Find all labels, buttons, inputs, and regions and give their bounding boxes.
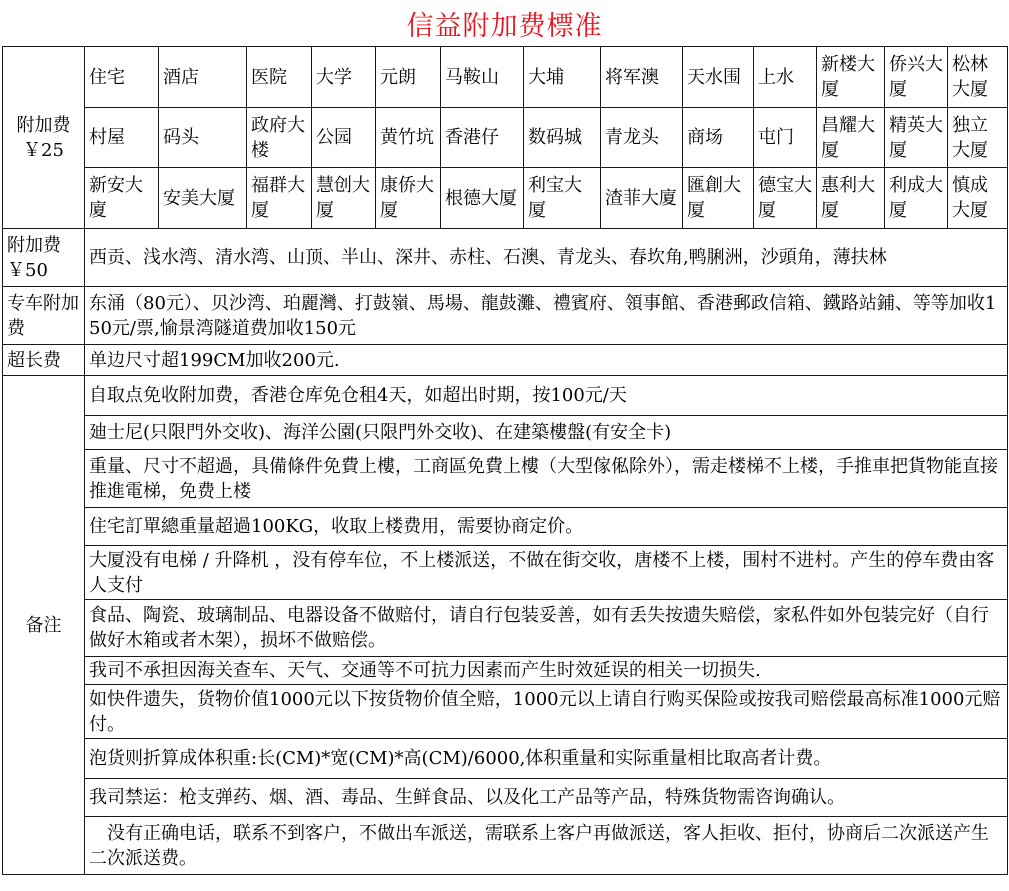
area-cell: 天水围 [683, 47, 754, 108]
area-cell: 香港仔 [441, 108, 524, 168]
area-row-2 [3, 108, 1008, 168]
remark-item: 如快件遗失，货物价值1000元以下按货物价值全赔，1000元以上请自行购买保险或按我司赔偿最高标准1000元赔付。 [85, 685, 1008, 739]
remark-row [3, 450, 1008, 508]
surcharge-25-amount: ￥25 [23, 139, 64, 161]
special-car-label: 专车附加费 [3, 287, 85, 345]
area-cell: 大埔 [524, 47, 601, 108]
special-car-text: 东涌（80元）、贝沙湾、珀麗灣、打鼓嶺、馬場、龍鼓灘、禮賓府、領事館、香港郵政信箱、鐵路站鋪、等等加收150元/票,愉景湾隧道费加收150元 [85, 287, 1008, 345]
area-row-1 [3, 47, 1008, 108]
page-title: 信益附加费標准 [406, 10, 603, 42]
area-cell: 福群大厦 [247, 168, 312, 229]
area-cell: 松林大厦 [948, 47, 1008, 108]
area-cell: 数码城 [524, 108, 601, 168]
remark-item: 大厦没有电梯 / 升降机 ，没有停车位，不上楼派送，不做在街交收，唐楼不上楼，围村不进村。产生的停车费由客人支付 [85, 546, 1008, 600]
area-cell: 康侨大厦 [376, 168, 441, 229]
area-cell: 新安大廈 [85, 168, 159, 229]
remark-item: 住宅訂單總重量超過100KG，收取上楼费用，需要协商定价。 [85, 508, 1008, 546]
oversize-row [3, 345, 1008, 376]
area-cell: 马鞍山 [441, 47, 524, 108]
remark-row [3, 546, 1008, 600]
remark-item: 我司禁运：枪支弹药、烟、酒、毒品、生鲜食品、以及化工产品等产品，特殊货物需咨询确认。 [85, 779, 1008, 817]
area-cell: 根德大厦 [441, 168, 524, 229]
area-cell: 大学 [312, 47, 376, 108]
remark-row [3, 817, 1008, 875]
surcharge-50-row [3, 229, 1008, 287]
area-cell: 医院 [247, 47, 312, 108]
area-cell: 村屋 [85, 108, 159, 168]
remark-row [3, 739, 1008, 779]
area-cell: 渣菲大廈 [601, 168, 683, 229]
remark-item: 我司不承担因海关查车、天气、交通等不可抗力因素而产生时效延误的相关一切损失. [85, 657, 1008, 685]
surcharge-50-amount: ￥50 [7, 259, 48, 281]
area-cell: 公园 [312, 108, 376, 168]
surcharge-50-areas: 西贡、浅水湾、清水湾、山顶、半山、深井、赤柱、石澳、青龙头、春坎角,鸭脷洲，沙頭角，薄扶林 [85, 229, 1008, 287]
area-cell: 新楼大厦 [817, 47, 885, 108]
remark-item: 食品、陶瓷、玻璃制品、电器设备不做赔付，请自行包装妥善，如有丢失按遗失赔偿，家私件如外包装完好（自行做好木箱或者木架），损坏不做赔偿。 [85, 600, 1008, 657]
remark-row [3, 685, 1008, 739]
area-cell: 侨兴大厦 [885, 47, 948, 108]
area-cell: 将军澳 [601, 47, 683, 108]
surcharge-table [2, 46, 1008, 875]
area-cell: 利成大厦 [885, 168, 948, 229]
surcharge-50-header [3, 229, 85, 287]
area-cell: 慧创大厦 [312, 168, 376, 229]
remark-item: 泡货则折算成体积重:长(CM)*宽(CM)*高(CM)/6000,体积重量和实际重量相比取高者计费。 [85, 739, 1008, 779]
special-car-row [3, 287, 1008, 345]
remark-item: 廸士尼(只限門外交收)、海洋公園(只限門外交收)、在建築樓盤(有安全卡) [85, 416, 1008, 450]
area-cell: 码头 [159, 108, 247, 168]
remark-item: 自取点免收附加费，香港仓库免仓租4天，如超出时期，按100元/天 [85, 376, 1008, 416]
area-cell: 政府大楼 [247, 108, 312, 168]
remark-row [3, 508, 1008, 546]
area-cell: 精英大厦 [885, 108, 948, 168]
area-cell: 商场 [683, 108, 754, 168]
area-cell: 匯創大厦 [683, 168, 754, 229]
area-cell: 德宝大厦 [754, 168, 817, 229]
area-cell: 慎成大厦 [948, 168, 1008, 229]
area-cell: 惠利大厦 [817, 168, 885, 229]
area-cell: 黄竹坑 [376, 108, 441, 168]
remark-row [3, 657, 1008, 685]
area-cell: 利宝大厦 [524, 168, 601, 229]
surcharge-50-label: 附加费 [7, 234, 61, 256]
remark-item: 重量、尺寸不超過，具備條件免費上樓，工商區免費上樓（大型傢俬除外），需走楼梯不上楼，手推車把貨物能直接推進電梯，免费上楼 [85, 450, 1008, 508]
area-cell: 独立大厦 [948, 108, 1008, 168]
remark-item: 没有正确电话，联系不到客户，不做出车派送，需联系上客户再做派送，客人拒收、拒付，协商后二次派送产生二次派送费。 [85, 817, 1008, 875]
area-cell: 昌耀大厦 [817, 108, 885, 168]
oversize-text: 单边尺寸超199CM加收200元. [85, 345, 1008, 376]
area-row-3 [3, 168, 1008, 229]
area-cell: 住宅 [85, 47, 159, 108]
oversize-label: 超长费 [3, 345, 85, 376]
remarks-label: 备注 [3, 376, 85, 875]
remark-row [3, 779, 1008, 817]
area-cell: 上水 [754, 47, 817, 108]
area-cell: 酒店 [159, 47, 247, 108]
area-cell: 青龙头 [601, 108, 683, 168]
remark-row [3, 416, 1008, 450]
remark-row [3, 376, 1008, 416]
area-cell: 屯门 [754, 108, 817, 168]
area-cell: 安美大厦 [159, 168, 247, 229]
area-cell: 元朗 [376, 47, 441, 108]
remark-row [3, 600, 1008, 657]
surcharge-25-label: 附加费 [16, 114, 71, 136]
surcharge-25-header [3, 47, 85, 229]
